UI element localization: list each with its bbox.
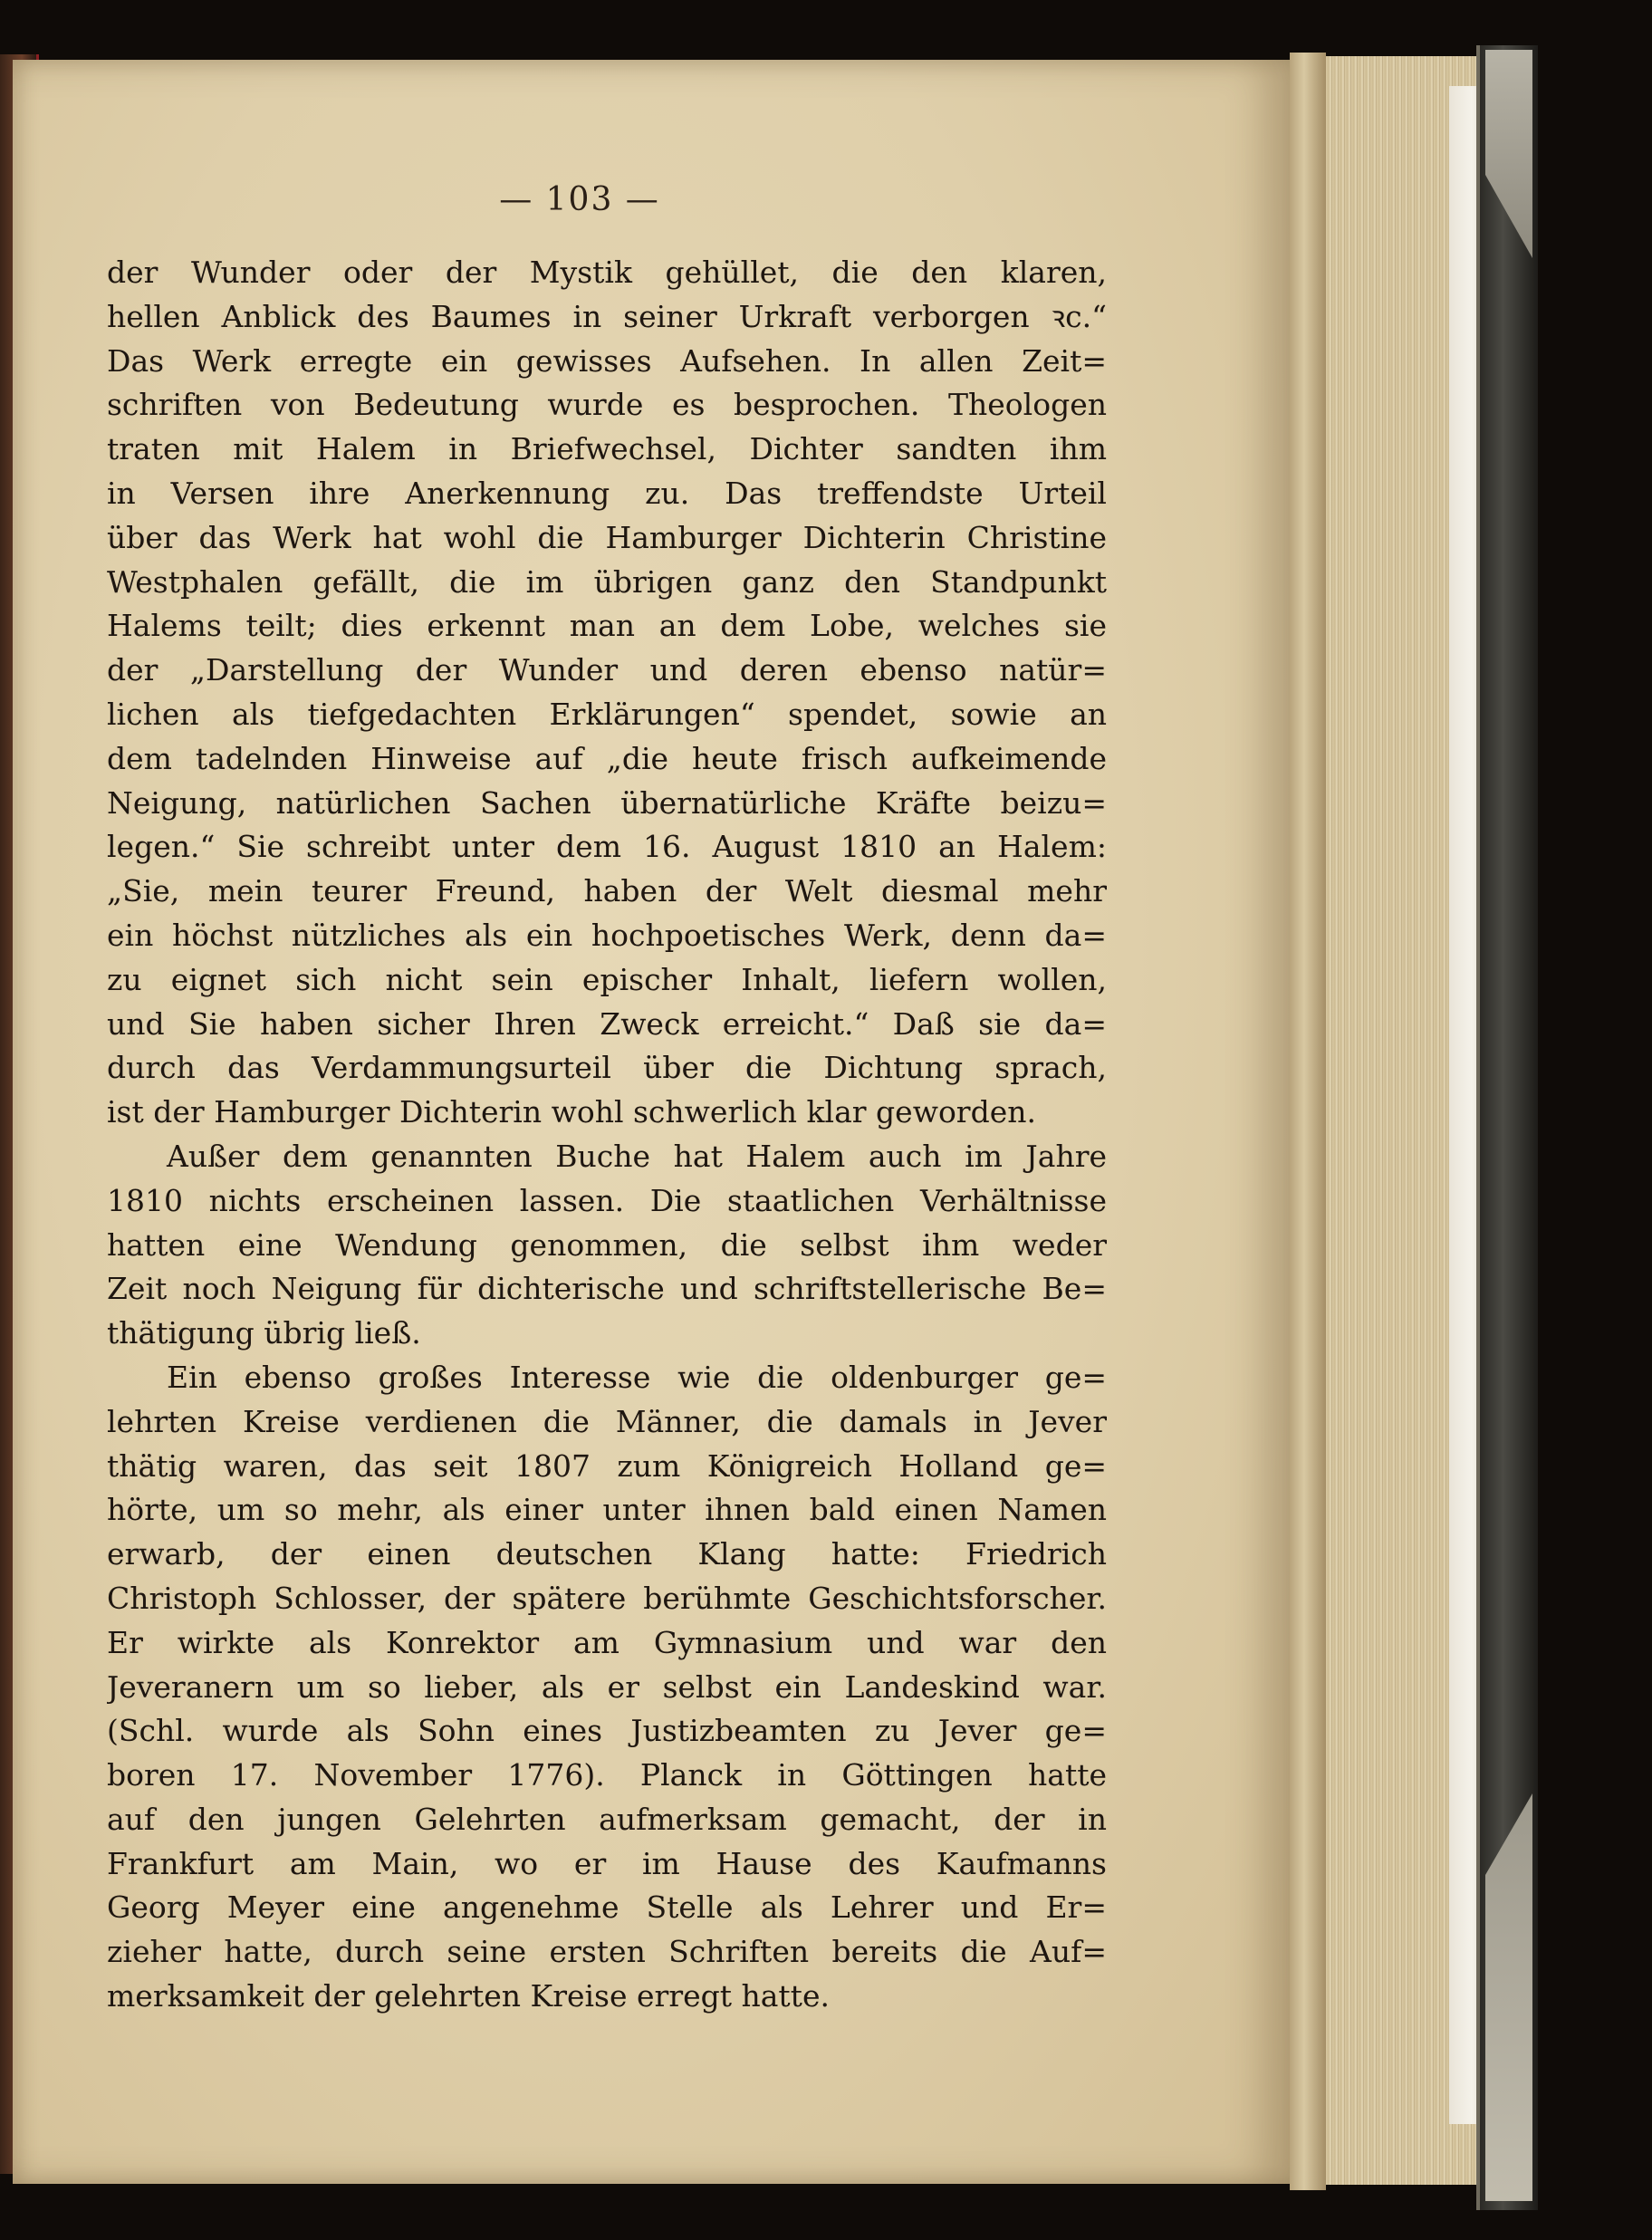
text-line: 1810 nichts erscheinen lassen. Die staatlichen Verhältnisse	[107, 1182, 1107, 1218]
text-line: in Versen ihre Anerkennung zu. Das treffendste Urteil	[107, 475, 1107, 511]
page-gutter	[1290, 53, 1326, 2190]
text-line: traten mit Halem in Briefwechsel, Dichter sandten ihm	[107, 431, 1107, 467]
text-line: und Sie haben sicher Ihren Zweck erreicht.“ Daß sie da=	[107, 1005, 1107, 1042]
text-line: ein höchst nützliches als ein hochpoetisches Werk, denn da=	[107, 917, 1107, 953]
text-line: dem tadelnden Hinweise auf „die heute frisch aufkeimende	[107, 740, 1107, 776]
text-line: boren 17. November 1776). Planck in Göttingen hatte	[107, 1757, 1107, 1793]
text-line: Jeveranern um so lieber, als er selbst ein Landeskind war.	[107, 1668, 1107, 1705]
text-line: thätig waren, das seit 1807 zum Königreich Holland ge=	[107, 1447, 1107, 1484]
text-line: legen.“ Sie schreibt unter dem 16. August 1810 an Halem:	[107, 829, 1107, 865]
text-line: auf den jungen Gelehrten aufmerksam gemacht, der in	[107, 1801, 1107, 1837]
text-line: durch das Verdammungsurteil über die Dichtung sprach,	[107, 1050, 1107, 1086]
text-line: erwarb, der einen deutschen Klang hatte: Friedrich	[107, 1536, 1107, 1572]
body-text	[107, 251, 1107, 2019]
text-line: hatten eine Wendung genommen, die selbst ihm weder	[107, 1226, 1107, 1263]
text-line: zieher hatte, durch seine ersten Schriften bereits die Auf=	[107, 1934, 1107, 1970]
text-line: der Wunder oder der Mystik gehüllet, die den klaren,	[107, 255, 1107, 290]
paragraph-first-line: Außer dem genannten Buche hat Halem auch im Jahre	[167, 1138, 1107, 1174]
page-number: — 103 —	[499, 181, 660, 218]
text-line: zu eignet sich nicht sein epischer Inhalt, liefern wollen,	[107, 961, 1107, 997]
text-line: ist der Hamburger Dichterin wohl schwerlich klar geworden.	[107, 1094, 1036, 1130]
text-line: lichen als tiefgedachten Erklärungen“ spendet, sowie an	[107, 696, 1107, 732]
text-line: hellen Anblick des Baumes in seiner Urkraft verborgen ꝛc.“	[107, 298, 1107, 334]
text-line: Frankfurt am Main, wo er im Hause des Kaufmanns	[107, 1845, 1107, 1881]
text-line: der „Darstellung der Wunder und deren ebenso natür=	[107, 652, 1107, 688]
text-line: schriften von Bedeutung wurde es besprochen. Theologen	[107, 387, 1107, 423]
text-line: Zeit noch Neigung für dichterische und schriftstellerische Be=	[107, 1271, 1107, 1307]
paragraph-first-line: Ein ebenso großes Interesse wie die oldenburger ge=	[167, 1359, 1107, 1395]
text-line: Er wirkte als Konrektor am Gymnasium und war den	[107, 1624, 1107, 1660]
text-line: merksamkeit der gelehrten Kreise erregt hatte.	[107, 1978, 830, 2014]
text-line: über das Werk hat wohl die Hamburger Dichterin Christine	[107, 519, 1107, 555]
text-line: „Sie, mein teurer Freund, haben der Welt diesmal mehr	[107, 873, 1107, 909]
text-line: thätigung übrig ließ.	[107, 1315, 421, 1351]
text-line: Westphalen gefällt, die im übrigen ganz den Standpunkt	[107, 563, 1107, 600]
text-line: Das Werk erregte ein gewisses Aufsehen. In allen Zeit=	[107, 342, 1107, 379]
text-line: Christoph Schlosser, der spätere berühmte Geschichtsforscher.	[107, 1580, 1107, 1616]
text-line: lehrten Kreise verdienen die Männer, die damals in Jever	[107, 1403, 1107, 1439]
text-line: (Schl. wurde als Sohn eines Justizbeamten zu Jever ge=	[107, 1713, 1107, 1749]
text-line: Neigung, natürlichen Sachen übernatürliche Kräfte beizu=	[107, 784, 1107, 821]
text-line: Georg Meyer eine angenehme Stelle als Lehrer und Er=	[107, 1889, 1107, 1926]
text-line: hörte, um so mehr, als einer unter ihnen bald einen Namen	[107, 1492, 1107, 1528]
text-line: Halems teilt; dies erkennt man an dem Lobe, welches sie	[107, 608, 1107, 644]
